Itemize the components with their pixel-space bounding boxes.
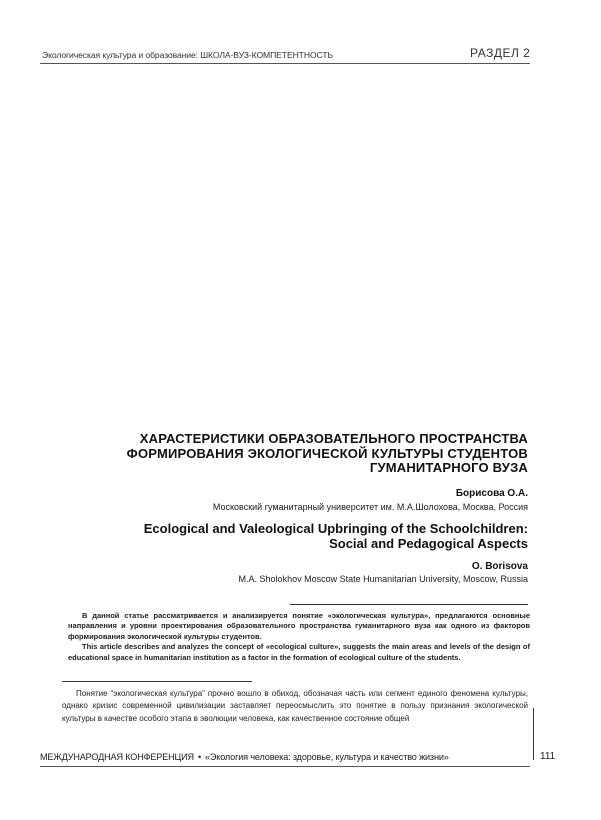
body-text (62, 688, 528, 725)
title-ru-line: ХАРАСТЕРИСТИКИ ОБРАЗОВАТЕЛЬНОГО ПРОСТРАНСТВА (139, 431, 528, 446)
article-title-en (80, 521, 528, 551)
conference-theme: «Экология человека: здоровье, культура и качество жизни» (204, 752, 449, 762)
conference-label: МЕЖДУНАРОДНАЯ КОНФЕРЕНЦИЯ (40, 752, 194, 762)
abstract-divider (290, 604, 528, 605)
author-ru: Борисова О.А. (455, 488, 528, 499)
title-ru-line: ГУМАНИТАРНОГО ВУЗА (369, 460, 528, 475)
affiliation-en: M.A. Sholokhov Moscow State Humanitarian University, Moscow, Russia (238, 574, 528, 584)
abstract (68, 611, 530, 663)
body-paragraph: Понятие “экологическая культура” прочно вошло в обиход, обозначая часть или сегмент единого феномена культуры, однако кризис современной цивилизации заставляет переосмыслить это понятие в пользу признания экологической культуры в качестве особого этапа в эволюции человека, как качественное состояние общей (62, 689, 528, 723)
header-divider (40, 63, 530, 64)
article-title-ru (80, 432, 528, 476)
title-ru-line: ФОРМИРОВАНИЯ ЭКОЛОГИЧЕСКОЙ КУЛЬТУРЫ СТУДЕНТОВ (126, 445, 528, 461)
footer-divider (40, 766, 530, 767)
body-divider (62, 681, 252, 682)
page-number: 111 (540, 751, 556, 762)
abstract-en: This article describes and analyzes the concept of «ecological culture», suggests the main areas and levels of the design of educational space in humanitarian institution as a factor in the formation of ecological culture of the students. (68, 642, 530, 662)
abstract-ru: В данной статье рассматривается и анализируется понятие «экологическая культура», предлагаются основные направления и уровни проектирования образовательного пространства гуманитарного вуза как одного из факторов формирования экологической культуры студентов. (68, 611, 530, 641)
title-en-line: Social and Pedagogical Aspects (329, 536, 528, 551)
section-label: РАЗДЕЛ 2 (470, 46, 531, 60)
author-en: O. Borisova (471, 561, 528, 572)
margin-rule (533, 708, 534, 760)
bullet-separator: • (197, 752, 201, 762)
title-en-line: Ecological and Valeological Upbringing of the Schoolchildren: (143, 521, 528, 536)
running-header-title: Экологическая культура и образование: ШКОЛА-ВУЗ-КОМПЕТЕНТНОСТЬ (42, 50, 334, 60)
footer-conference (40, 752, 449, 762)
affiliation-ru: Московский гуманитарный университет им. М.А.Шолохова, Москва, Россия (212, 502, 528, 512)
